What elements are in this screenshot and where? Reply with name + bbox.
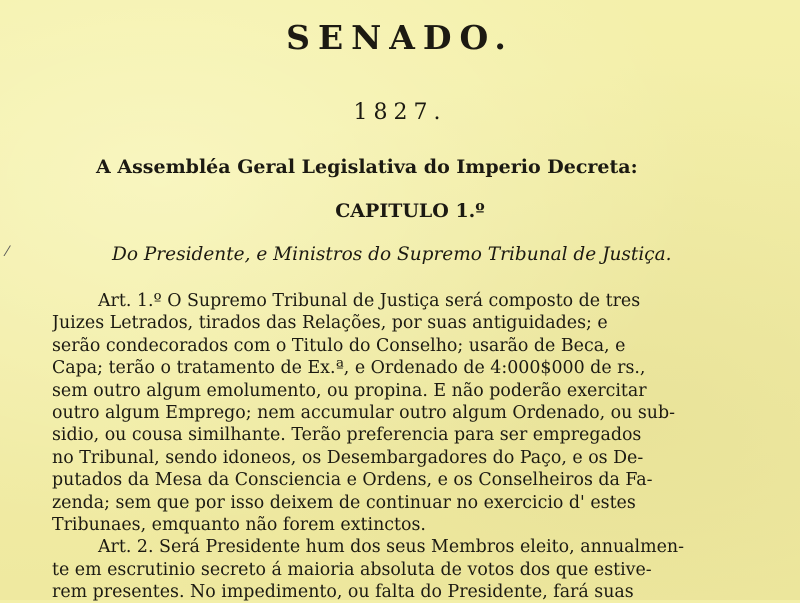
text-line: rem presentes. No impedimento, ou falta do Presidente, fará suas [52, 582, 634, 603]
article-text [52, 290, 764, 603]
chapter-heading: CAPITULO 1.º [335, 200, 485, 222]
decree-heading: A Assembléa Geral Legislativa do Imperio Decreta: [96, 156, 638, 178]
text-line: te em escrutinio secreto á maioria absoluta de votos dos que estive- [52, 559, 652, 580]
document-title: SENADO. [286, 18, 514, 57]
text-line: zenda; sem que por isso deixem de continuar no exercicio d' estes [52, 492, 636, 513]
text-line: Capa; terão o tratamento de Ex.ª, e Ordenado de 4:000$000 de rs., [52, 358, 646, 379]
chapter-subtitle: Do Presidente, e Ministros do Supremo Tribunal de Justiça. [112, 244, 672, 265]
text-line: putados da Mesa da Consciencia e Ordens, e os Conselheiros da Fa- [52, 470, 653, 491]
text-line: Juizes Letrados, tirados das Relações, por suas antiguidades; e [52, 313, 608, 334]
text-line: sidio, ou cousa similhante. Terão preferencia para ser empregados [52, 425, 642, 446]
text-line: outro algum Emprego; nem accumular outro algum Ordenado, ou sub- [52, 402, 675, 423]
text-line: serão condecorados com o Titulo do Conselho; usarão de Beca, e [52, 335, 626, 356]
text-line: no Tribunal, sendo idoneos, os Desembargadores do Paço, e os De- [52, 447, 644, 468]
margin-mark-icon: ⁄ [6, 244, 9, 260]
document-year: 1827. [353, 100, 447, 125]
text-line: Tribunaes, emquanto não forem extinctos. [52, 514, 426, 535]
text-line: Art. 1.º O Supremo Tribunal de Justiça será composto de tres [98, 291, 641, 311]
text-line: Art. 2. Será Presidente hum dos seus Membros eleito, annualmen- [98, 537, 684, 558]
text-line: sem outro algum emolumento, ou propina. E não poderão exercitar [52, 380, 647, 401]
